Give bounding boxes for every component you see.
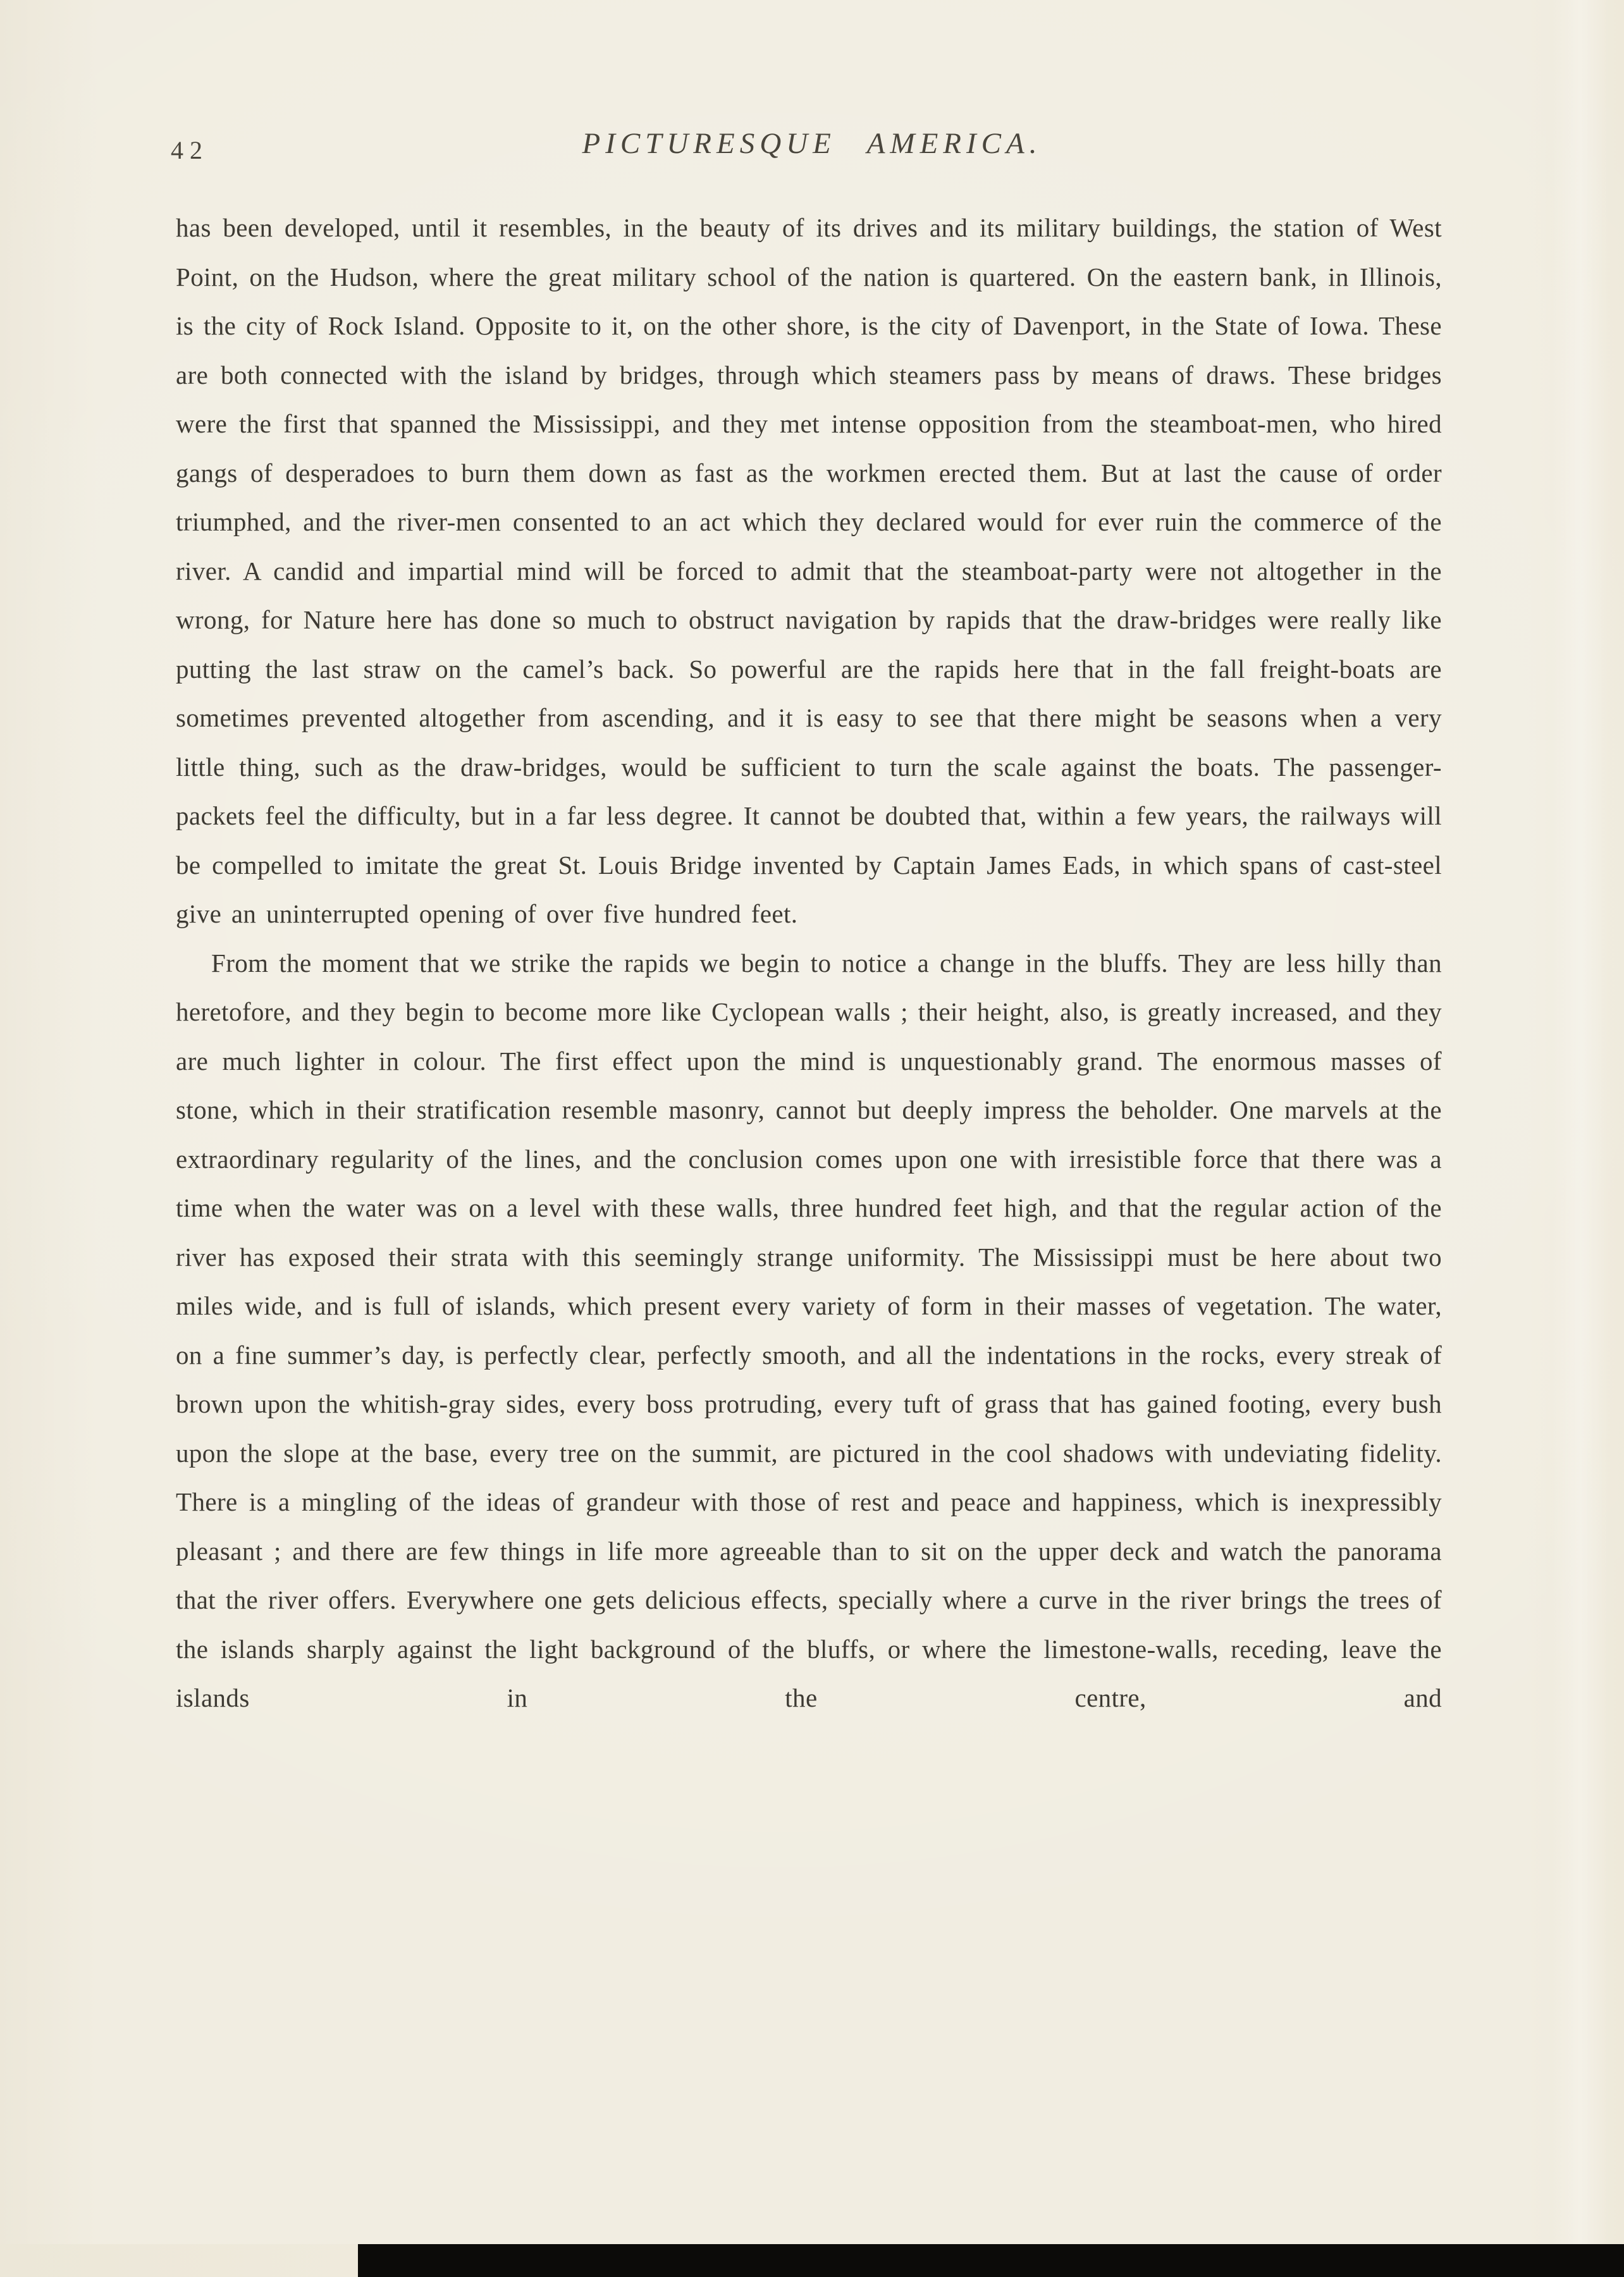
scan-light-stripe [1552,0,1609,2277]
paragraph-continued: has been developed, until it resembles, in the beauty of its drives and its military buildings, the station of West Point, on the Hudson, where the great military school of the nation is quartered. On the eastern bank, in Illinois, is the city of Rock Island. Opposite to it, on the other shore, is the city of Davenport, in the State of Iowa. These are both connected with the island by bridges, through which steamers pass by means of draws. These bridges were the first that spanned the Mississippi, and they met intense opposition from the steamboat-men, who hired gangs of desperadoes to burn them down as fast as the workmen erected them. But at last the cause of order triumphed, and the river-men consented to an act which they declared would for ever ruin the commerce of the river. A candid and impartial mind will be forced to admit that the steamboat-party were not altogether in the wrong, for Nature here has done so much to obstruct navigation by rapids that the draw-bridges were really like putting the last straw on the camel’s back. So powerful are the rapids here that in the fall freight-boats are sometimes prevented altogether from ascending, and it is easy to see that there might be seasons when a very little thing, such as the draw-bridges, would be sufficient to turn the scale against the boats. The passenger-packets feel the difficulty, but in a far less degree. It cannot be doubted that, within a few years, the railways will be compelled to imitate the great St. Louis Bridge invented by Captain James Eads, in which spans of cast-steel give an uninterrupted opening of over five hundred feet. [176,213,1442,928]
paragraph-new: From the moment that we strike the rapids we begin to notice a change in the bluffs. They are less hilly than heretofore, and they begin to become more like Cyclopean walls ; their height, also, is greatly increased, and they are much lighter in colour. The first effect upon the mind is unquestionably grand. The enormous masses of stone, which in their stratification resemble masonry, cannot but deeply impress the beholder. One marvels at the extraordinary regularity of the lines, and the conclusion comes upon one with irresistible force that there was a time when the water was on a level with these walls, three hundred feet high, and that the regular action of the river has exposed their strata with this seemingly strange uniformity. The Mississippi must be here about two miles wide, and is full of islands, which present every variety of form in their masses of vegetation. The water, on a fine summer’s day, is perfectly clear, perfectly smooth, and all the indentations in the rocks, every streak of brown upon the whitish-gray sides, every boss protruding, every tuft of grass that has gained footing, every bush upon the slope at the base, every tree on the summit, are pictured in the cool shadows with undeviating fidelity. There is a mingling of the ideas of grandeur with those of rest and peace and happiness, which is inexpressibly pleasant ; and there are few things in life more agreeable than to sit on the upper deck and watch the panorama that the river offers. Everywhere one gets delicious effects, specially where a curve in the river brings the trees of the islands sharply against the light background of the bluffs, or where the limestone-walls, receding, leave the islands in the centre, and [176,948,1442,1712]
scan-edge-black-bar [358,2244,1624,2277]
running-head-title: PICTURESQUE AMERICA. [582,127,1042,160]
bottom-left-paper-edge [0,2244,358,2277]
body-text-block [176,204,1442,1723]
page-number: 42 [171,136,209,164]
